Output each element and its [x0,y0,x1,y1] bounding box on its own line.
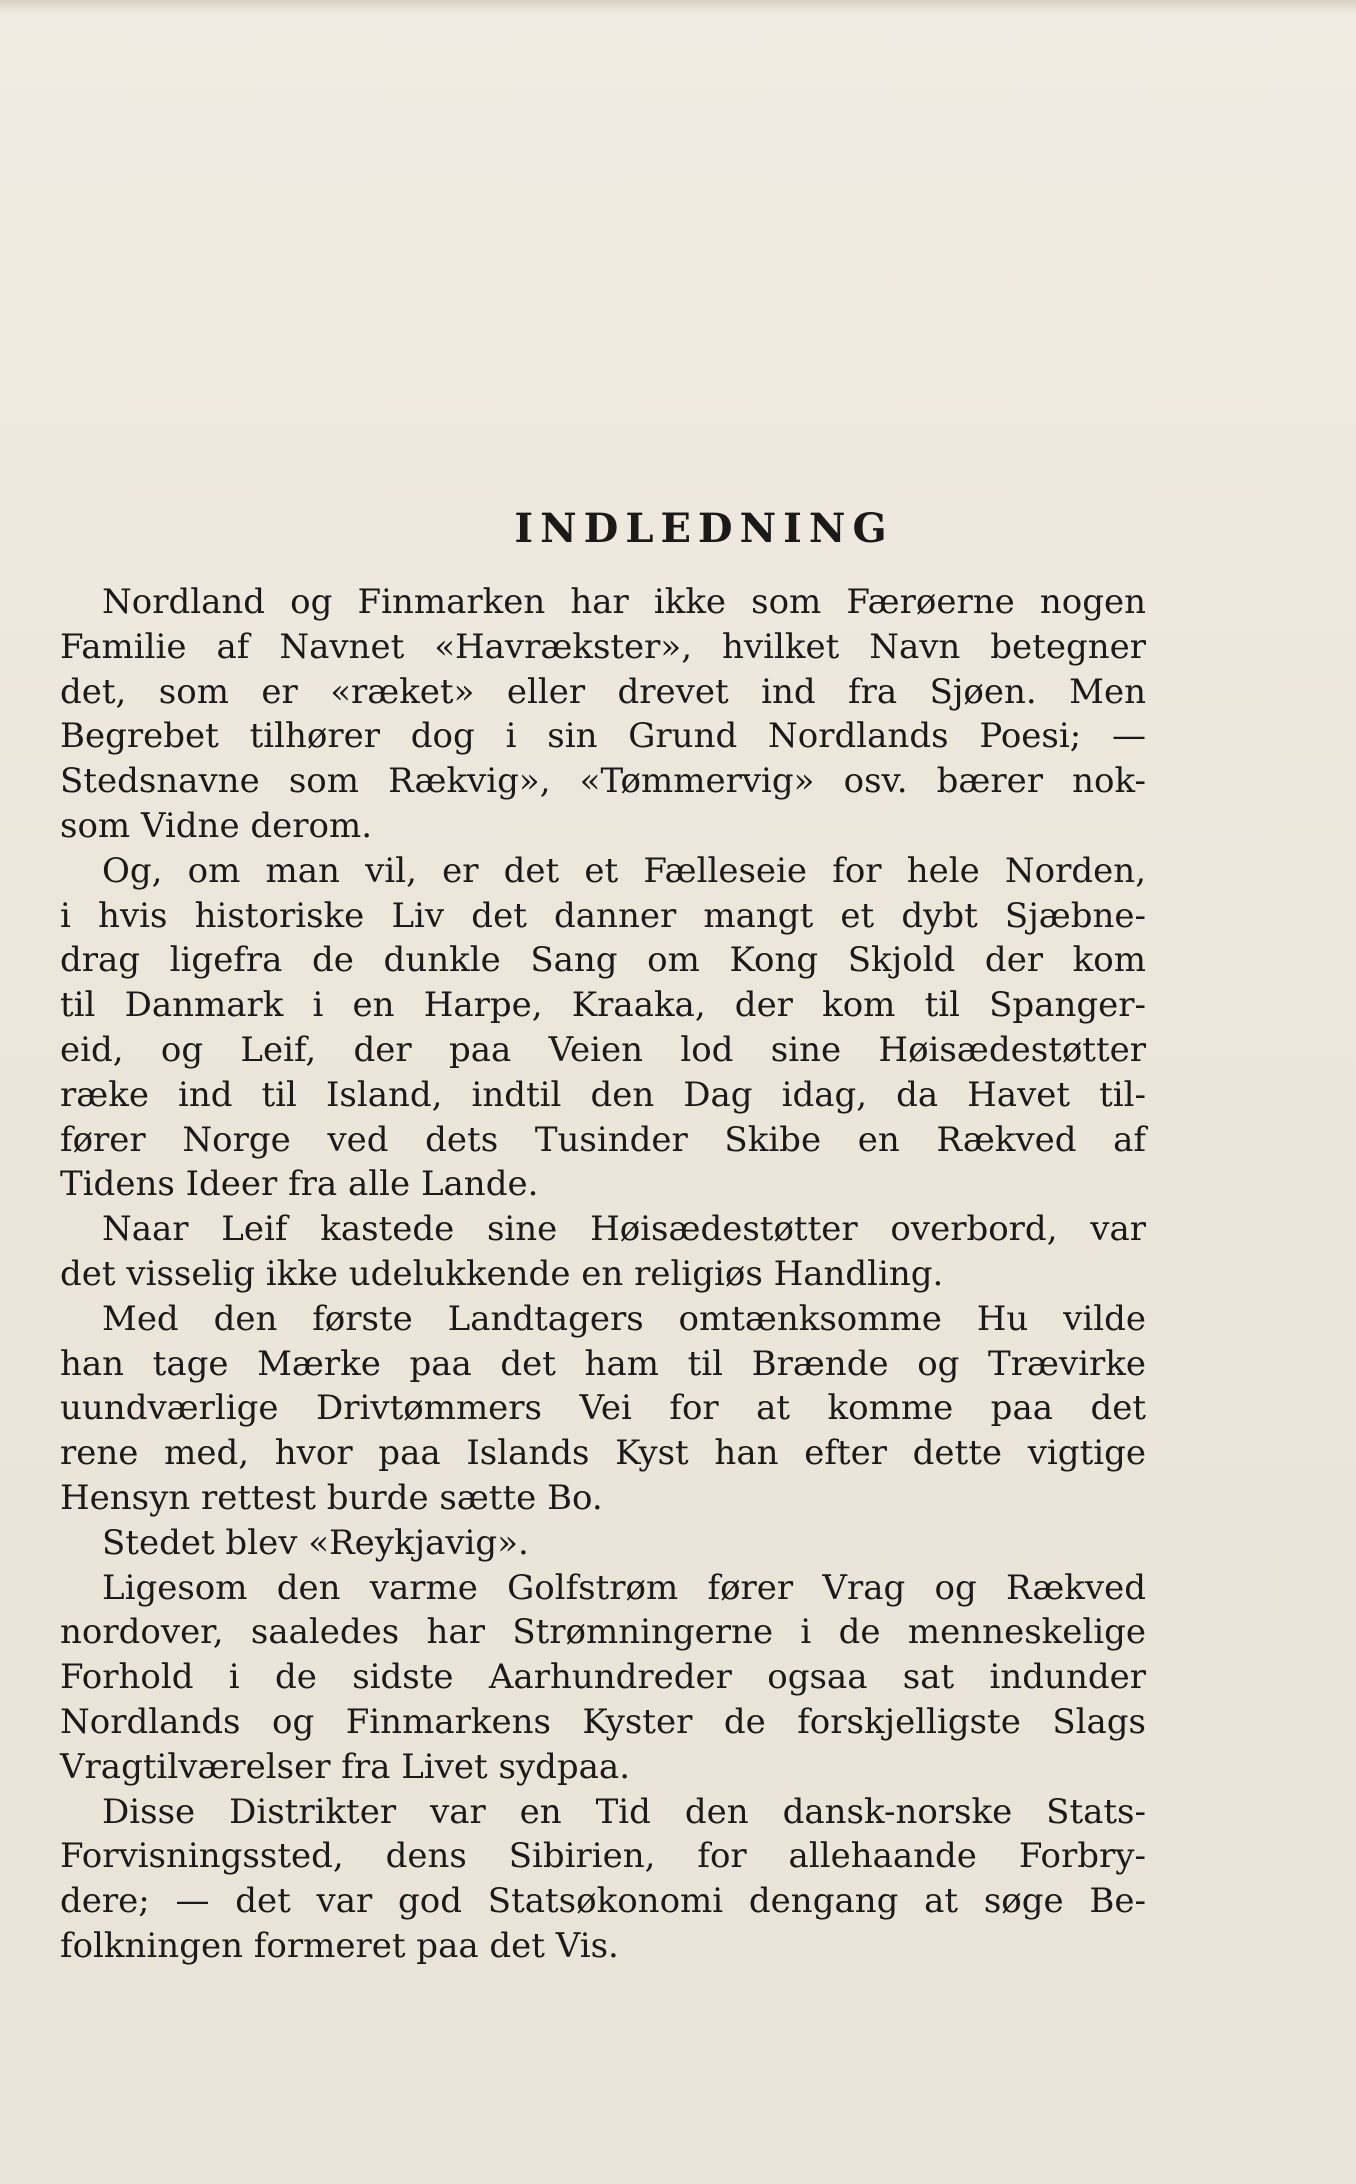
text-line: det, som er «ræket» eller drevet ind fra Sjøen. Men [60,671,1146,712]
text-line: uundværlige Drivtømmers Vei for at komme paa det [60,1388,1146,1429]
text-line: Naar Leif kastede sine Høisædestøtter overbord, var [102,1209,1146,1250]
text-line: til Danmark i en Harpe, Kraaka, der kom til Spanger- [60,985,1146,1026]
text-line: Og, om man vil, er det et Fælleseie for hele Norden, [102,850,1146,891]
text-line: Stedet blev «Reykjavig». [102,1522,529,1563]
text-line: Med den første Landtagers omtænksomme Hu vilde [102,1298,1146,1339]
text-line: han tage Mærke paa det ham til Brænde og Trævirke [60,1343,1146,1384]
text-line: Ligesom den varme Golfstrøm fører Vrag og Rækved [102,1567,1146,1608]
text-line: Nordland og Finmarken har ikke som Færøerne nogen [102,582,1146,622]
text-line: Begrebet tilhører dog i sin Grund Nordlands Poesi; — [60,716,1146,757]
text-line: Stedsnavne som Rækvig», «Tømmervig» osv. bærer nok- [60,761,1146,802]
text-line: Vragtilværelser fra Livet sydpaa. [60,1746,630,1787]
chapter-heading: INDLEDNING [514,505,894,552]
text-line: det visselig ikke udelukkende en religiøs Handling. [60,1253,944,1294]
text-line: nordover, saaledes har Strømningerne i de menneskelige [60,1612,1146,1653]
text-line: Disse Distrikter var en Tid den dansk-norske Stats- [102,1791,1146,1832]
text-line: ræke ind til Island, indtil den Dag idag, da Havet til- [60,1074,1146,1115]
text-line: eid, og Leif, der paa Veien lod sine Høisædestøtter [60,1029,1146,1070]
text-line: drag ligefra de dunkle Sang om Kong Skjold der kom [60,940,1146,981]
text-line: rene med, hvor paa Islands Kyst han efter dette vigtige [60,1433,1146,1474]
text-line: Tidens Ideer fra alle Lande. [60,1164,539,1205]
text-line: i hvis historiske Liv det danner mangt et dybt Sjæbne- [60,895,1146,936]
text-line: folkningen formeret paa det Vis. [60,1925,619,1966]
text-line: Familie af Navnet «Havrækster», hvilket Navn betegner [60,626,1146,667]
text-line: Forvisningssted, dens Sibirien, for allehaande Forbry- [60,1836,1146,1877]
page-edge-shadow [0,0,1356,14]
text-line: Nordlands og Finmarkens Kyster de forskjelligste Slags [60,1701,1146,1742]
text-line: fører Norge ved dets Tusinder Skibe en Rækved af [60,1119,1146,1160]
body-text [60,580,1146,1969]
text-line: som Vidne derom. [60,805,373,846]
text-line: Hensyn rettest burde sætte Bo. [60,1477,603,1518]
text-line: Forhold i de sidste Aarhundreder ogsaa sat indunder [60,1657,1146,1698]
text-line: dere; — det var god Statsøkonomi dengang at søge Be- [60,1881,1146,1922]
